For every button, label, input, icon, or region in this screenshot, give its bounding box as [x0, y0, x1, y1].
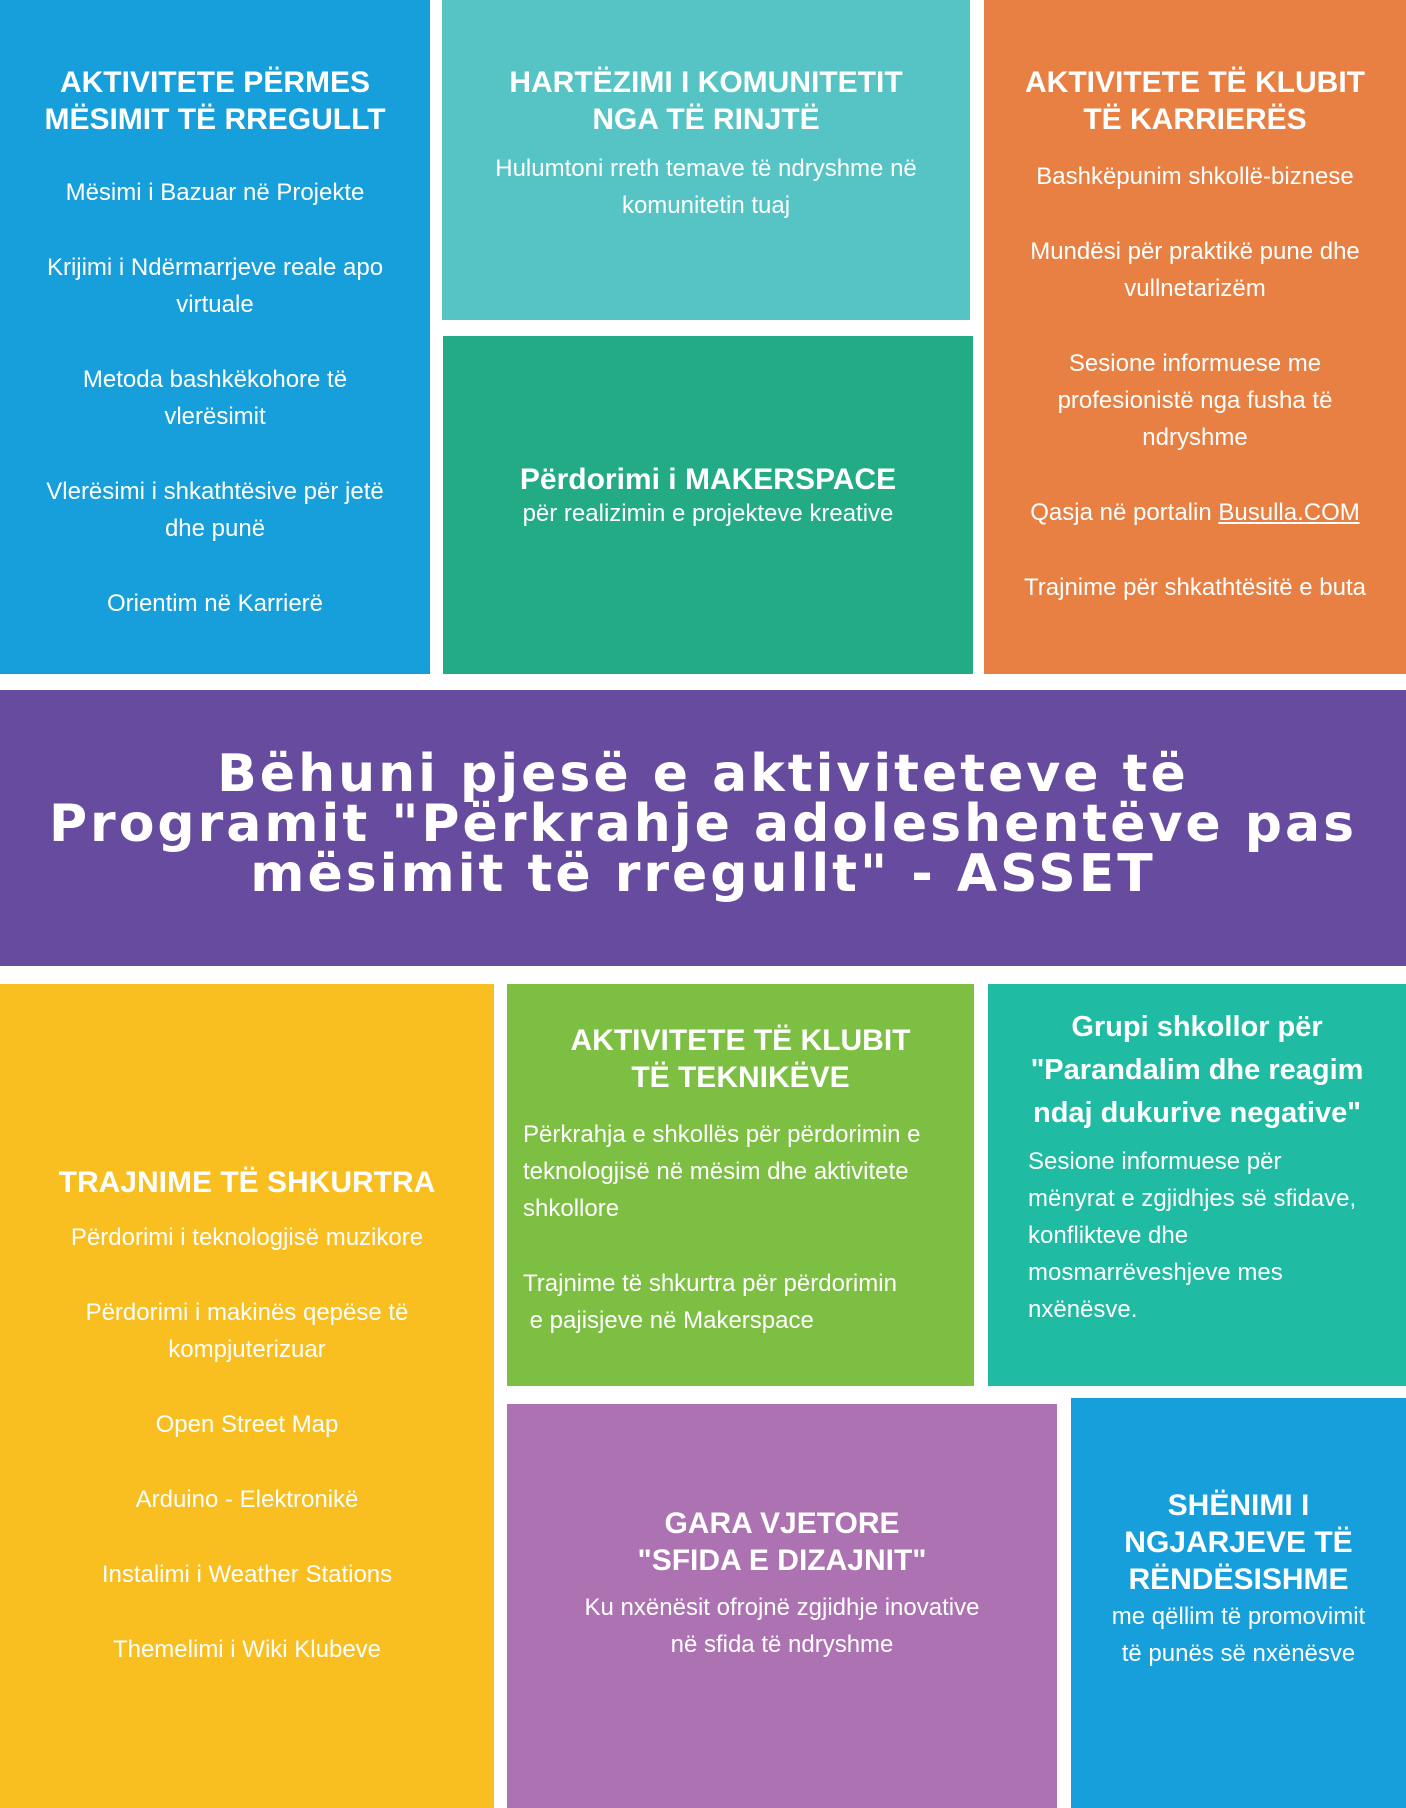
list-item: Përkrahja e shkollës për përdorimin e teknologjisë në mësim dhe aktivitete shkollore — [523, 1121, 921, 1222]
panel-community-mapping — [442, 0, 970, 320]
activity-list — [515, 1116, 966, 1339]
panel-title: GARA VJETORE "SFIDA E DIZAJNIT" — [637, 1507, 927, 1577]
activity-list — [1024, 158, 1366, 606]
list-item: Trajnime të shkurtra për përdorimin e pajisjeve në Makerspace — [523, 1270, 897, 1334]
list-item: Themelimi i Wiki Klubeve — [112, 1636, 382, 1663]
panel-design-challenge — [507, 1404, 1057, 1808]
list-item: Trajnime për shkathtësitë e buta — [1024, 574, 1366, 601]
busulla-link[interactable]: Busulla.COM — [1218, 499, 1360, 526]
list-item: Vlerësimi i shkathtësive për jetë dhe punë — [46, 478, 384, 542]
list-item: Orientim në Karrierë — [106, 590, 324, 617]
training-list — [71, 1219, 423, 1668]
list-item: Arduino - Elektronikë — [135, 1486, 359, 1513]
list-item: Përdorimi i teknologjisë muzikore — [70, 1224, 424, 1251]
list-item: Bashkëpunim shkollë-biznese — [1036, 163, 1354, 190]
panel-title: TRAJNIME TË SHKURTRA — [58, 1166, 436, 1199]
panel-description: me qëllim të promovimit të punës së nxënësve — [1111, 1602, 1366, 1667]
panel-regular-learning-activities — [0, 0, 430, 674]
panel-description: për realizimin e projekteve kreative — [522, 500, 894, 527]
panel-title: AKTIVITETE PËRMES MËSIMIT TË RREGULLT — [44, 66, 386, 136]
list-item: Mësimi i Bazuar në Projekte — [65, 179, 365, 206]
banner-heading: Bëhuni pjesë e aktiviteteve të Programit "Përkrahje adoleshentëve pas mësimit të rregullt" - ASSET — [48, 744, 1358, 904]
list-item: Mundësi për praktikë pune dhe vullnetarizëm — [1030, 238, 1360, 302]
panel-technicians-club — [507, 984, 974, 1386]
panel-description: Sesione informuese për mënyrat e zgjidhjes së sfidave, konflikteve dhe mosmarrëveshjeve mes nxënësve. — [1028, 1148, 1357, 1323]
list-item: Përdorimi i makinës qepëse të kompjuterizuar — [85, 1299, 409, 1363]
panel-description: Ku nxënësit ofrojnë zgjidhje inovative në sfida të ndryshme — [584, 1594, 980, 1658]
panel-title: Grupi shkollor për "Parandalim dhe reagim ndaj dukurive negative" — [1030, 1011, 1364, 1129]
panel-short-trainings — [0, 984, 494, 1808]
panel-important-events — [1071, 1398, 1406, 1808]
panel-title: SHËNIMI I NGJARJEVE TË RËNDËSISHME — [1124, 1488, 1353, 1596]
panel-title: HARTËZIMI I KOMUNITETIT NGA TË RINJTË — [509, 66, 903, 136]
list-item: Metoda bashkëkohore të vlerësimit — [82, 366, 348, 430]
panel-title: AKTIVITETE TË KLUBIT TË KARRIERËS — [1025, 66, 1365, 136]
main-banner — [0, 690, 1406, 966]
list-item: Open Street Map — [155, 1411, 339, 1438]
list-item: Krijimi i Ndërmarrjeve reale apo virtuale — [46, 254, 384, 318]
list-item: Sesione informuese me profesionistë nga fusha të ndryshme — [1057, 350, 1333, 451]
panel-title: Përdorimi i MAKERSPACE — [519, 463, 897, 496]
panel-career-club — [984, 0, 1406, 674]
panel-title: AKTIVITETE TË KLUBIT TË TEKNIKËVE — [570, 1024, 911, 1094]
panel-prevention-group — [988, 984, 1406, 1386]
list-item: Qasja në portalin Busulla.COM — [1030, 499, 1360, 526]
activity-list — [46, 174, 383, 622]
panel-makerspace — [443, 336, 973, 674]
list-item: Instalimi i Weather Stations — [101, 1561, 393, 1588]
panel-description: Hulumtoni rreth temave të ndryshme në komunitetin tuaj — [495, 155, 917, 219]
